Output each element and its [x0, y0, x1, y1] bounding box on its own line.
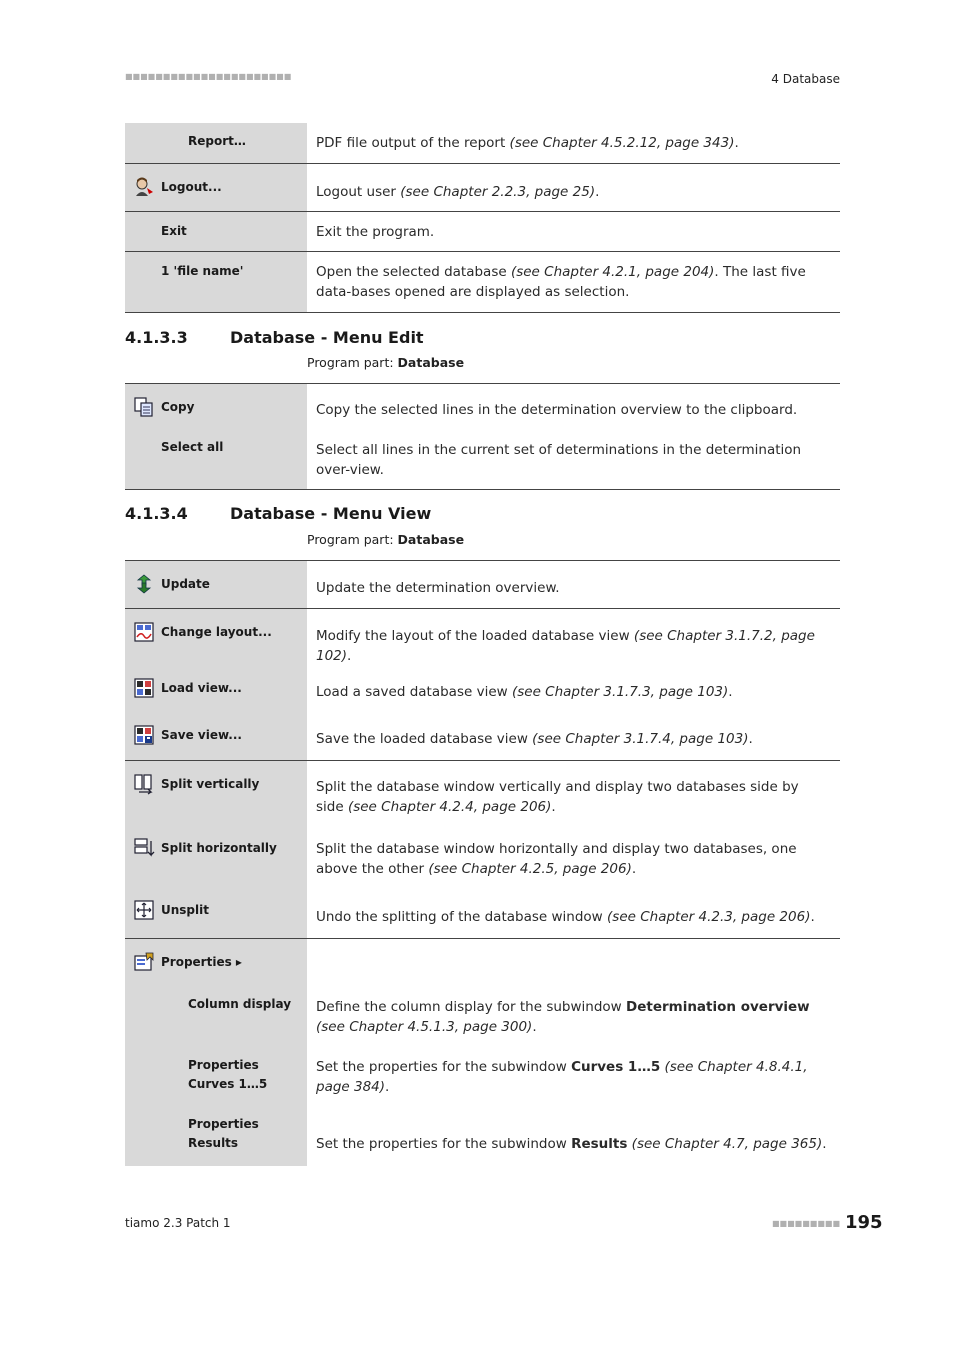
punctuation: .	[748, 731, 753, 747]
section-title: Database - Menu Edit	[230, 328, 424, 347]
table-row	[125, 123, 840, 163]
menu-item-label: Properties	[188, 1058, 259, 1072]
punctuation: .	[734, 135, 739, 151]
row-description: Save the loaded database view	[316, 731, 533, 747]
menu-item-unsplit	[125, 891, 307, 921]
file-menu-table	[125, 123, 840, 313]
footer-product: tiamo 2.3 Patch 1	[125, 1216, 231, 1230]
program-part-label: Program part:	[307, 355, 398, 370]
punctuation: .	[822, 1136, 827, 1152]
footer-decoration: ■■■■■■■■■	[772, 1219, 841, 1228]
row-description: Update the determination overview.	[316, 580, 560, 596]
menu-item-save-view	[125, 713, 307, 746]
menu-item-label: Update	[161, 577, 210, 591]
chapter-reference[interactable]: (see Chapter 4.8.4.1, page 384)	[316, 1059, 808, 1095]
menu-item-load-view	[125, 666, 307, 699]
program-part-label: Program part:	[307, 532, 398, 547]
table-row	[125, 825, 840, 891]
row-description: Select all lines in the current set of determinations in the determination over-view.	[316, 441, 802, 478]
row-description: Logout user	[316, 183, 401, 200]
unsplit-icon	[133, 899, 155, 921]
punctuation: .	[728, 684, 733, 700]
chapter-reference[interactable]: (see Chapter 4.2.3, page 206)	[607, 909, 811, 925]
row-description: Load a saved database view	[316, 684, 512, 700]
row-description: Open the selected database	[316, 263, 511, 280]
punctuation: .	[810, 909, 815, 925]
program-part-value: Database	[397, 355, 465, 370]
table-row	[125, 251, 840, 312]
logout-user-icon	[133, 176, 155, 198]
table-row	[125, 891, 840, 938]
properties-icon	[133, 951, 155, 973]
copy-icon	[133, 396, 155, 418]
table-row	[125, 1102, 840, 1166]
refresh-icon	[133, 573, 155, 595]
split-horizontal-icon	[133, 837, 155, 859]
menu-item-label: Split vertically	[161, 776, 260, 791]
chapter-reference[interactable]: (see Chapter 4.7, page 365)	[627, 1136, 823, 1152]
menu-item-split-vertically	[125, 761, 307, 795]
section-number: 4.1.3.4	[125, 504, 188, 523]
table-row	[125, 163, 840, 211]
menu-item-label: Column display	[188, 997, 292, 1011]
menu-item-label: 1 'file name'	[161, 263, 244, 278]
chapter-reference[interactable]: (see Chapter 4.5.2.12, page 343)	[509, 135, 735, 151]
menu-item-properties	[125, 939, 307, 973]
chapter-reference[interactable]: (see Chapter 3.1.7.4, page 103)	[532, 731, 749, 747]
menu-item-label: Exit	[161, 223, 187, 238]
menu-item-label: Properties ▸	[161, 954, 242, 969]
menu-item-split-horizontally	[125, 825, 307, 859]
punctuation: .	[532, 1019, 537, 1035]
chapter-reference[interactable]: (see Chapter 3.1.7.3, page 103)	[511, 684, 729, 700]
row-description: PDF file output of the report	[316, 135, 510, 151]
table-row	[125, 211, 840, 251]
menu-item-label: Unsplit	[161, 903, 209, 917]
menu-item-recent-file	[125, 252, 307, 278]
edit-menu-table	[125, 383, 840, 490]
chapter-reference[interactable]: (see Chapter 4.2.1, page 204)	[510, 263, 715, 280]
menu-item-select-all	[125, 424, 307, 454]
header-decoration: ■■■■■■■■■■■■■■■■■■■■■■	[125, 72, 292, 81]
program-part-line	[307, 532, 464, 547]
row-description: Exit the program.	[316, 223, 435, 240]
menu-item-label: Save view...	[161, 728, 242, 742]
section-title: Database - Menu View	[230, 504, 432, 523]
section-number: 4.1.3.3	[125, 328, 188, 347]
row-description: Split the database window horizontally and display two databases, one above the other	[316, 841, 797, 877]
table-row	[125, 561, 840, 609]
punctuation: .	[347, 648, 352, 664]
row-description: Set the properties for the subwindow	[316, 1136, 572, 1152]
save-view-icon	[133, 724, 155, 746]
table-row	[125, 424, 840, 490]
chapter-reference[interactable]: (see Chapter 2.2.3, page 25)	[400, 183, 596, 200]
row-description-tail: . The last five data-bases opened are displayed as selection.	[316, 263, 806, 300]
menu-item-label: Logout...	[161, 179, 222, 194]
table-row	[125, 983, 840, 1043]
subwindow-name: Determination overview	[626, 999, 810, 1015]
table-row	[125, 760, 840, 825]
menu-item-exit	[125, 212, 307, 238]
menu-item-update	[125, 561, 307, 595]
chapter-reference[interactable]: (see Chapter 4.2.5, page 206)	[428, 861, 632, 877]
submenu-item-properties-curves	[125, 1043, 307, 1094]
menu-item-label: Change layout...	[161, 625, 272, 639]
view-menu-table	[125, 560, 840, 1166]
subwindow-name: Curves 1…5	[571, 1059, 661, 1075]
menu-item-copy	[125, 384, 307, 418]
punctuation: .	[631, 861, 637, 877]
layout-icon	[133, 621, 155, 643]
row-description: Set the properties for the subwindow	[316, 1059, 572, 1075]
menu-item-label: Results	[188, 1136, 239, 1150]
row-description: Undo the splitting of the database window	[316, 909, 608, 925]
chapter-reference[interactable]: (see Chapter 4.5.1.3, page 300)	[316, 1019, 533, 1035]
table-row	[125, 609, 840, 667]
split-vertical-icon	[133, 773, 155, 795]
submenu-item-column-display	[125, 983, 307, 1011]
page-number: 195	[845, 1212, 883, 1233]
menu-item-report	[125, 123, 307, 148]
chapter-reference[interactable]: (see Chapter 4.2.4, page 206)	[347, 798, 552, 815]
menu-item-label: Select all	[161, 439, 224, 454]
row-description: Modify the layout of the loaded database view	[316, 628, 634, 644]
table-row	[125, 666, 840, 713]
menu-item-logout	[125, 164, 307, 198]
subwindow-name: Results	[571, 1136, 628, 1152]
submenu-item-properties-results	[125, 1102, 307, 1153]
menu-item-label: Properties	[188, 1117, 259, 1131]
punctuation: .	[595, 183, 600, 200]
menu-item-label: Report…	[188, 134, 246, 148]
program-part-line	[307, 355, 464, 370]
load-view-icon	[133, 677, 155, 699]
menu-item-label: Curves 1…5	[188, 1077, 268, 1091]
row-description: Define the column display for the subwindow	[316, 999, 626, 1015]
punctuation: .	[385, 1079, 390, 1095]
chapter-reference[interactable]: (see Chapter 3.1.7.2, page 102)	[316, 628, 815, 664]
menu-item-change-layout	[125, 609, 307, 643]
table-row	[125, 384, 840, 424]
chapter-title: 4 Database	[771, 72, 840, 86]
program-part-value: Database	[397, 532, 465, 547]
table-row	[125, 713, 840, 760]
menu-item-label: Load view...	[161, 681, 242, 695]
table-row	[125, 1043, 840, 1102]
row-description: Copy the selected lines in the determination overview to the clipboard.	[316, 402, 798, 418]
menu-item-label: Copy	[161, 400, 195, 414]
table-row	[125, 938, 840, 983]
row-description: Split the database window vertically and display two databases side by side	[316, 778, 799, 815]
menu-item-label: Split horizontally	[161, 841, 277, 855]
punctuation: .	[551, 798, 556, 815]
